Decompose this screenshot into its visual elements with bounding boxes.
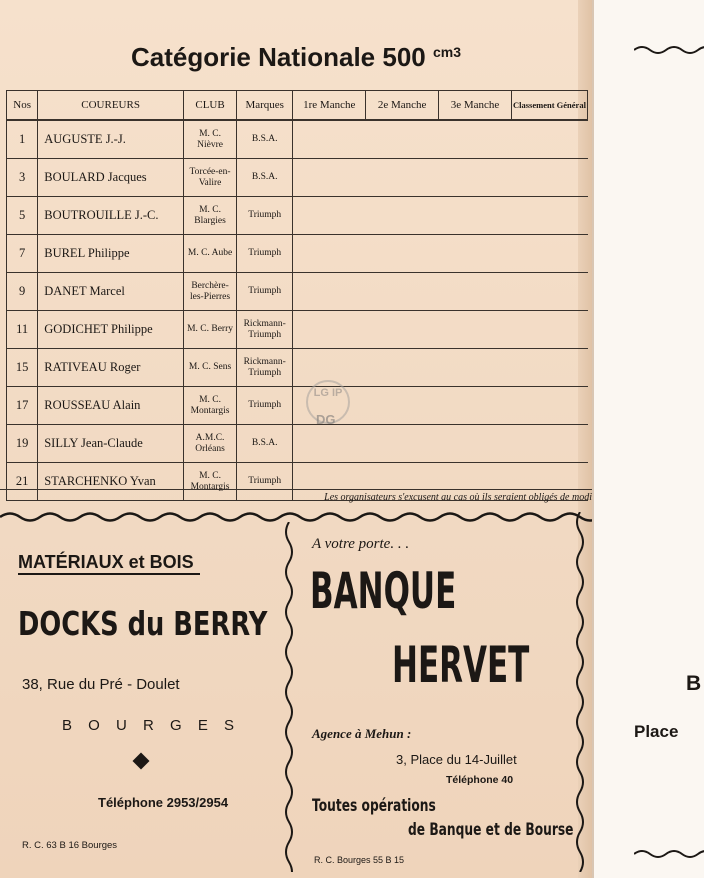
- ad-bank-name-1: BANQUE: [310, 562, 457, 620]
- watermark-stamp: LG IP: [306, 380, 350, 424]
- rider-club: Torcée-en-Valire: [184, 159, 237, 197]
- result-cell: [511, 349, 587, 387]
- table-row: [7, 349, 588, 387]
- header-manche-1: 1re Manche: [293, 91, 366, 121]
- category-title-text: Catégorie Nationale 500: [130, 42, 426, 72]
- table-row: [7, 235, 588, 273]
- ad-telephone: Téléphone 40: [446, 774, 514, 786]
- rider-number: 15: [7, 349, 38, 387]
- table-row: [7, 159, 588, 197]
- result-cell: [293, 425, 366, 463]
- rider-club: M. C. Montargis: [184, 387, 237, 425]
- rider-club: M. C. Montargis: [184, 463, 237, 501]
- result-cell: [366, 159, 439, 197]
- rider-name: BOULARD Jacques: [38, 159, 184, 197]
- result-cell: [439, 387, 512, 425]
- ad-bank-name-2: HERVET: [392, 636, 530, 694]
- rider-number: 11: [7, 311, 38, 349]
- rider-marque: Rickmann-Triumph: [237, 349, 293, 387]
- result-cell: [366, 349, 439, 387]
- organisers-notice-text: Les organisateurs s'excusent au cas où ils seraient obligés de modi: [324, 492, 592, 503]
- rider-marque: Rickmann-Triumph: [237, 311, 293, 349]
- result-cell: [293, 235, 366, 273]
- rider-marque: B.S.A.: [237, 120, 293, 159]
- table-row: [7, 387, 588, 425]
- header-nos: Nos: [7, 91, 38, 121]
- table-row: [7, 273, 588, 311]
- rider-marque: Triumph: [237, 273, 293, 311]
- rider-name: RATIVEAU Roger: [38, 349, 184, 387]
- rider-name: DANET Marcel: [38, 273, 184, 311]
- adjacent-page-word: Place: [634, 722, 679, 741]
- adjacent-page-wave-top: [634, 44, 704, 56]
- watermark-initials: DG: [316, 412, 336, 427]
- rider-name: SILLY Jean-Claude: [38, 425, 184, 463]
- rider-number: 19: [7, 425, 38, 463]
- result-cell: [511, 159, 587, 197]
- rider-number: 21: [7, 463, 38, 501]
- rider-club: M. C. Berry: [184, 311, 237, 349]
- result-cell: [293, 311, 366, 349]
- ad-tagline: A votre porte. . .: [312, 536, 410, 552]
- table-header-row: [7, 91, 588, 121]
- rider-marque: Triumph: [237, 235, 293, 273]
- result-cell: [366, 197, 439, 235]
- ad-agency: Agence à Mehun :: [312, 726, 412, 741]
- rider-number: 1: [7, 120, 38, 159]
- result-cell: [439, 425, 512, 463]
- table-row: [7, 197, 588, 235]
- rider-number: 17: [7, 387, 38, 425]
- adjacent-page-letter: B: [686, 672, 702, 695]
- result-cell: [439, 311, 512, 349]
- header-manche-3: 3e Manche: [439, 91, 512, 121]
- ad-city: B O U R G E S: [62, 717, 241, 734]
- result-cell: [439, 197, 512, 235]
- rider-name: BUREL Philippe: [38, 235, 184, 273]
- result-cell: [511, 120, 587, 159]
- ad-address: 38, Rue du Pré - Doulet: [22, 676, 180, 693]
- header-classement: Classement Général: [511, 91, 587, 121]
- ad-company-name: DOCKS du BERRY: [18, 604, 268, 643]
- rider-marque: B.S.A.: [237, 425, 293, 463]
- rider-club: A.M.C. Orléans: [184, 425, 237, 463]
- rider-name: GODICHET Philippe: [38, 311, 184, 349]
- rider-marque: Triumph: [237, 197, 293, 235]
- header-marques: Marques: [237, 91, 293, 121]
- header-club: CLUB: [184, 91, 237, 121]
- ad-operations-line-1: Toutes opérations: [312, 796, 436, 816]
- result-cell: [293, 159, 366, 197]
- result-cell: [293, 197, 366, 235]
- ad-operations-line-2: de Banque et de Bourse: [408, 820, 574, 840]
- table-row: [7, 425, 588, 463]
- rider-name: ROUSSEAU Alain: [38, 387, 184, 425]
- rider-marque: Triumph: [237, 387, 293, 425]
- ad-heading: MATÉRIAUX et BOIS: [18, 552, 200, 575]
- result-cell: [439, 273, 512, 311]
- result-cell: [439, 159, 512, 197]
- rider-name: AUGUSTE J.-J.: [38, 120, 184, 159]
- result-cell: [293, 120, 366, 159]
- rider-name: BOUTROUILLE J.-C.: [38, 197, 184, 235]
- rider-club: M. C. Nièvre: [184, 120, 237, 159]
- rider-club: Berchère-les-Pierres: [184, 273, 237, 311]
- result-cell: [293, 273, 366, 311]
- table-row: [7, 120, 588, 159]
- result-cell: [439, 235, 512, 273]
- result-cell: [511, 235, 587, 273]
- result-cell: [511, 197, 587, 235]
- result-cell: [366, 120, 439, 159]
- rider-number: 7: [7, 235, 38, 273]
- rider-club: M. C. Blargies: [184, 197, 237, 235]
- vertical-wavy-divider: [283, 522, 295, 872]
- riders-table: [6, 90, 588, 501]
- rider-number: 9: [7, 273, 38, 311]
- ad-rc: R. C. Bourges 55 B 15: [314, 855, 405, 865]
- category-title: [0, 42, 592, 73]
- adjacent-page: [592, 0, 704, 878]
- result-cell: [439, 120, 512, 159]
- result-cell: [366, 425, 439, 463]
- rider-club: M. C. Sens: [184, 349, 237, 387]
- banque-hervet-ad: [300, 536, 576, 875]
- rider-club: M. C. Aube: [184, 235, 237, 273]
- result-cell: [366, 273, 439, 311]
- category-title-unit: cm3: [432, 44, 462, 60]
- organisers-notice: [0, 489, 592, 503]
- result-cell: [511, 425, 587, 463]
- header-manche-2: 2e Manche: [366, 91, 439, 121]
- result-cell: [366, 387, 439, 425]
- result-cell: [511, 273, 587, 311]
- rider-number: 3: [7, 159, 38, 197]
- result-cell: [366, 311, 439, 349]
- rider-marque: Triumph: [237, 463, 293, 501]
- result-cell: [439, 349, 512, 387]
- rider-number: 5: [7, 197, 38, 235]
- result-cell: [511, 311, 587, 349]
- header-coureurs: COUREURS: [38, 91, 184, 121]
- wavy-divider: [0, 510, 592, 524]
- ad-place: 3, Place du 14-Juillet: [396, 752, 517, 767]
- rider-name: STARCHENKO Yvan: [38, 463, 184, 501]
- rider-marque: B.S.A.: [237, 159, 293, 197]
- ad-rc: R. C. 63 B 16 Bourges: [22, 840, 118, 851]
- result-cell: [511, 387, 587, 425]
- table-row: [7, 311, 588, 349]
- adjacent-page-wave-bottom: [634, 848, 704, 860]
- ad-telephone: Téléphone 2953/2954: [98, 795, 229, 810]
- result-cell: [366, 235, 439, 273]
